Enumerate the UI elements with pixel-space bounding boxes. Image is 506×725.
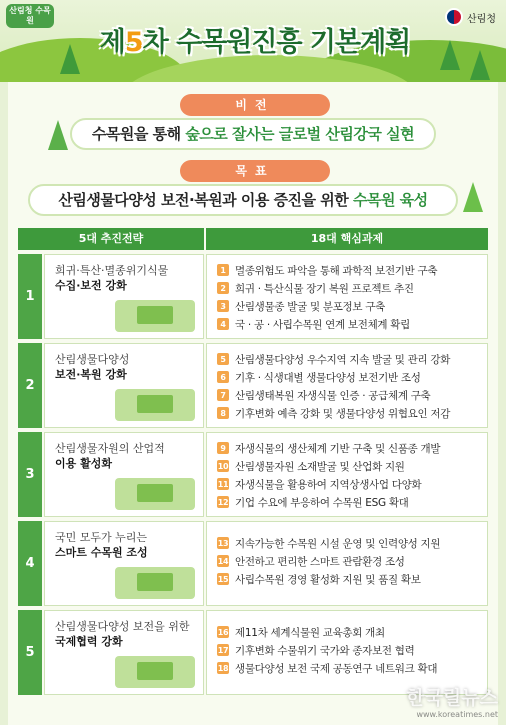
goal-label: 목표 xyxy=(180,160,330,182)
vision-label: 비전 xyxy=(180,94,330,116)
strategy-row xyxy=(18,343,488,428)
vision-statement: 수목원을 통해 숲으로 잘사는 글로벌 산림강국 실현 xyxy=(70,118,436,150)
arboretum-logo: 산림청 수목원 xyxy=(6,4,54,28)
strategy-line: 희귀·특산·멸종위기식물 xyxy=(55,264,169,277)
task-list xyxy=(206,343,488,428)
header-banner xyxy=(0,0,506,82)
task-item: 8 기후변화 예측 강화 및 생물다양성 위협요인 저감 xyxy=(217,404,487,422)
strategy-title: 보전·복원 강화 xyxy=(55,368,127,381)
task-item: 6 기후 · 식생대별 생물다양성 보전기반 조성 xyxy=(217,368,487,386)
task-list xyxy=(206,432,488,517)
strategy-title: 수집·보전 강화 xyxy=(55,279,127,292)
strategy-line: 산림생물다양성 보전을 위한 xyxy=(55,620,190,633)
task-item: 9 자생식물의 생산체계 기반 구축 및 신품종 개발 xyxy=(217,439,487,457)
lab-illustration xyxy=(115,300,195,332)
strategy-cell xyxy=(44,254,204,339)
greenhouse-illustration xyxy=(115,567,195,599)
watermark-url: www.koreatimes.net xyxy=(416,710,498,719)
tree-icon xyxy=(440,40,460,70)
strategy-cell xyxy=(44,610,204,695)
page-title: 제5차 수목원진흥 기본계획 xyxy=(99,27,411,58)
strategy-row xyxy=(18,521,488,606)
strategy-number: 5 xyxy=(18,610,42,695)
strategy-cell xyxy=(44,521,204,606)
task-item: 10 산림생물자원 소재발굴 및 산업화 지원 xyxy=(217,460,405,473)
watermark-name: 한국릴뉴스 xyxy=(406,687,498,709)
task-item: 4 국 · 공 · 사립수목원 연계 보전체계 확립 xyxy=(217,315,487,333)
tree-icon xyxy=(48,120,68,150)
strategy-number: 1 xyxy=(18,254,42,339)
strategy-number: 4 xyxy=(18,521,42,606)
strategy-title: 국제협력 강화 xyxy=(55,635,123,648)
strategy-row xyxy=(18,254,488,339)
strategy-row xyxy=(18,432,488,517)
task-item: 16 제11차 세계식물원 교육총회 개최 xyxy=(217,626,385,639)
task-item: 14 안전하고 편리한 스마트 관람환경 조성 xyxy=(217,555,405,568)
task-item: 7 산림생태복원 자생식물 인증 · 공급체계 구축 xyxy=(217,386,487,404)
strategy-number: 3 xyxy=(18,432,42,517)
strategy-number: 2 xyxy=(18,343,42,428)
task-item: 17 기후변화 수물위기 국가와 종자보전 협력 xyxy=(217,644,415,657)
strategies-column-header: 5대 추진전략 xyxy=(18,228,204,250)
task-item: 15 사립수목원 경영 활성화 지원 및 품질 확보 xyxy=(217,573,421,586)
agency-logo xyxy=(445,8,496,26)
tree-icon xyxy=(470,50,490,80)
task-item: 11 자생식물을 활용하여 지역상생사업 다양화 xyxy=(217,478,422,491)
strategy-line: 산림생물자원의 산업적 xyxy=(55,442,165,455)
flower-illustration xyxy=(115,478,195,510)
korea-emblem-icon xyxy=(445,8,463,26)
task-item: 12 기업 수요에 부응하여 수목원 ESG 확대 xyxy=(217,496,409,509)
strategy-cell xyxy=(44,432,204,517)
goal-statement: 산림생물다양성 보전·복원과 이용 증진을 위한 수목원 육성 xyxy=(28,184,458,216)
microscope-illustration xyxy=(115,389,195,421)
strategy-cell xyxy=(44,343,204,428)
task-item: 1 멸종위험도 파악을 통해 과학적 보전기반 구축 xyxy=(217,261,487,279)
task-item: 13 지속가능한 수목원 시설 운영 및 인력양성 지원 xyxy=(217,537,441,550)
task-item: 18 생물다양성 보전 국제 공동연구 네트워크 확대 xyxy=(217,662,438,675)
strategy-line: 국민 모두가 누리는 xyxy=(55,531,148,544)
globe-illustration xyxy=(115,656,195,688)
tasks-column-header: 18대 핵심과제 xyxy=(206,228,488,250)
tree-icon xyxy=(463,182,483,212)
strategy-line: 산림생물다양성 xyxy=(55,353,130,366)
task-item: 3 산림생물종 발굴 및 분포정보 구축 xyxy=(217,297,487,315)
agency-name: 산림청 xyxy=(467,13,496,25)
news-watermark xyxy=(406,683,498,719)
task-item: 5 산림생물다양성 우수지역 지속 발굴 및 관리 강화 xyxy=(217,350,487,368)
task-item: 2 희귀 · 특산식물 장기 복원 프로젝트 추진 xyxy=(217,279,487,297)
strategy-title: 이용 활성화 xyxy=(55,457,112,470)
strategy-title: 스마트 수목원 조성 xyxy=(55,546,148,559)
task-list xyxy=(206,521,488,606)
task-list xyxy=(206,254,488,339)
